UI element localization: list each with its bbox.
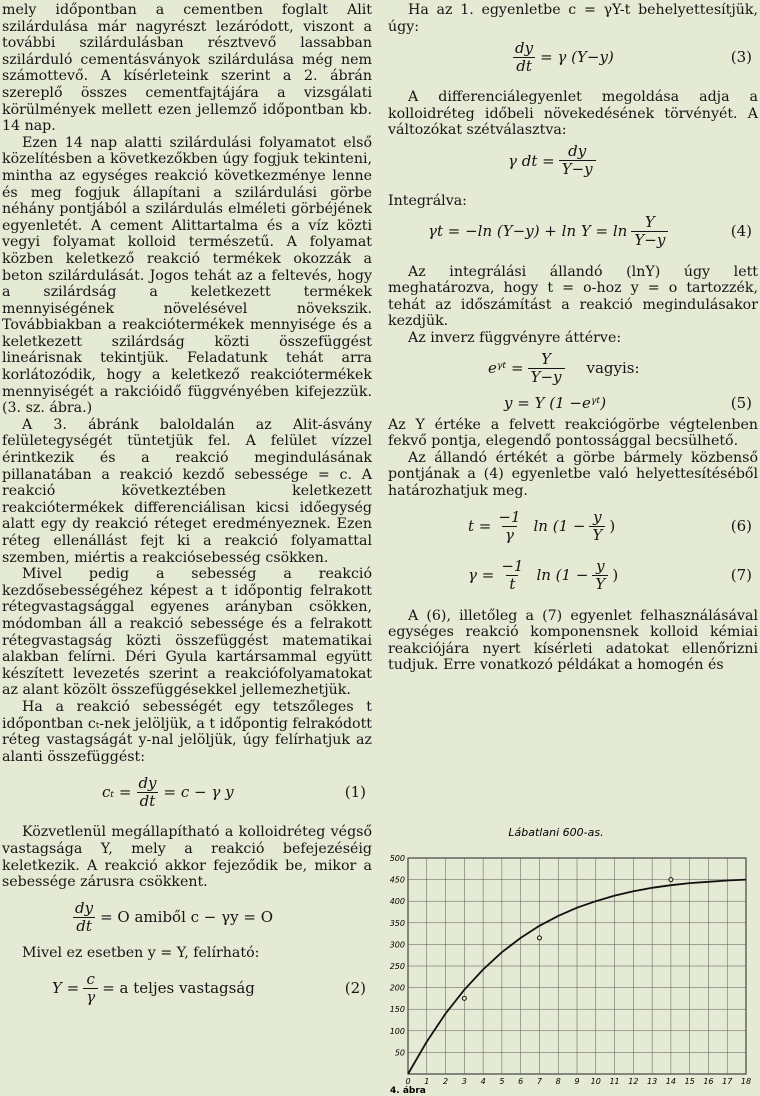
equation-b <box>2 896 372 940</box>
fraction: $\frac{dy}{dt}$ <box>515 38 534 75</box>
equation-number: (6) <box>730 517 752 536</box>
fraction: $\frac{y}{Y}$ <box>592 558 608 593</box>
equation-6 <box>388 505 758 549</box>
equation-lhs: Y = <box>52 978 80 997</box>
y-tick-label: 50 <box>394 1048 405 1058</box>
equation-rhs: vagyis: <box>586 359 640 378</box>
equation-c <box>388 139 758 183</box>
equation-mid: ln (1 − <box>536 566 589 585</box>
paragraph: Az Y értéke a felvett reakciógörbe végtelenben fekvő pontja, elegendő pontossággal becsülhető. <box>388 416 758 450</box>
paragraph: mely időpontban a cementben foglalt Alit szilárdulása már nagyrészt lezáródott, viszont a további szilárdulásban résztvevő lassabban szilárduló cementásványok szilárdulása még nem számottevő. A kísérleteink szerint a 2. ábrán szereplő összes cementfajtájára a vizsgálati körülmények mellett ezen jellemző időpontban kb. 14 nap. <box>2 2 372 135</box>
paragraph: Integrálva: <box>388 192 467 209</box>
data-point <box>537 936 541 940</box>
chart-grid <box>408 858 746 1074</box>
paragraph: Az integrálási állandó (lnY) úgy lett meghatározva, hogy t = o-hoz y = o tartozzék, tehát az időszámítást a reakció megindulásakor kezdjük. <box>388 263 758 330</box>
equation-lhs: γ = <box>468 566 495 585</box>
equation-lhs: γt = −ln (Y−y) + ln Y = ln <box>428 222 628 241</box>
fraction: $\frac{dy}{dt}$ <box>75 899 94 936</box>
y-tick-label: 500 <box>389 854 405 863</box>
fraction: $\frac{Y}{Y-y}$ <box>631 214 668 249</box>
equation-d <box>388 347 758 391</box>
equation-lhs: cₜ = <box>102 783 132 802</box>
paragraph: A differenciálegyenlet megoldása adja a kolloidréteg időbeli növekedésének törvényét. A változókat szétválasztva: <box>388 89 758 139</box>
fraction: $\frac{-1}{\gamma}$ <box>498 508 521 544</box>
y-tick-label: 400 <box>389 897 405 907</box>
equation-3 <box>388 35 758 79</box>
equation-expr: y = Y (1 −eᵞᵗ) <box>504 394 607 413</box>
equation-rhs: = O amiből c − γy = O <box>100 908 273 927</box>
fraction: $\frac{c}{\gamma}$ <box>83 971 98 1006</box>
x-tick-label: 7 <box>536 1077 542 1086</box>
equation-rhs: = a teljes vastagság <box>102 978 255 997</box>
paragraph: A 3. ábránk baloldalán az Alit-ásvány felületegységét tüntetjük fel. A felület vízzel érintkezik és a reakció megindulásának pillanatában a reakció kezdő sebessége = c. A reakció következtében keletkezett reakciótermékek differenciálisan kicsi időegység alatt egy dy reakció réteget eredményeznek. Ezen réteg ellenállást fejt ki a reakció folyamattal szemben, miértis a reakciósebesség csökken. <box>2 416 372 566</box>
x-tick-label: 5 <box>499 1077 505 1086</box>
y-tick-label: 100 <box>389 1026 405 1036</box>
paragraph: Az állandó értékét a görbe bármely közbenső pontjának a (4) egyenletbe való helyettesítéséből határozhatjuk meg. <box>388 449 758 499</box>
equation-1 <box>2 770 372 814</box>
fraction: $\frac{y}{Y}$ <box>589 509 605 544</box>
equation-lhs: eᵞᵗ = <box>488 359 524 378</box>
data-point <box>462 996 466 1000</box>
equation-number: (4) <box>730 222 752 241</box>
x-tick-label: 10 <box>590 1077 601 1086</box>
x-tick-label: 1 <box>424 1077 430 1086</box>
equation-4 <box>388 210 758 254</box>
fraction: $\frac{dy}{dt}$ <box>138 773 157 810</box>
x-tick-label: 15 <box>684 1077 695 1086</box>
x-tick-label: 14 <box>665 1077 676 1086</box>
fraction: $\frac{dy}{Y-y}$ <box>559 143 596 178</box>
paragraph: A (6), illetőleg a (7) egyenlet felhasználásával egységes reakció komponensnek kolloid kémiai reakciójára nyert kísérleti adatokat ellenőrizni tudjuk. Erre vonatkozó példákat a homogén és <box>388 607 758 674</box>
equation-end: ) <box>612 566 619 585</box>
x-tick-label: 0 <box>405 1077 411 1086</box>
equation-number: (5) <box>730 394 752 413</box>
equation-5 <box>388 391 758 417</box>
paragraph: Közvetlenül megállapítható a kolloidréteg végső vastagsága Y, mely a reakció befejezéséig keletkezik. A reakció akkor fejeződik be, mikor a sebessége zárusra csökkent. <box>2 824 372 891</box>
x-tick-label: 3 <box>461 1077 467 1086</box>
left-column <box>2 2 372 1010</box>
chart-ticks <box>390 854 751 1086</box>
x-tick-label: 8 <box>555 1077 561 1086</box>
equation-rhs: = c − γ y <box>163 783 234 802</box>
equation-7 <box>388 554 758 598</box>
y-tick-label: 200 <box>389 983 405 993</box>
paragraph: Az inverz függvényre áttérve: <box>408 329 622 346</box>
chart-title: Lábatlani 600-as. <box>508 826 604 839</box>
equation-mid: ln (1 − <box>533 517 586 536</box>
equation-number: (2) <box>344 978 366 997</box>
x-tick-label: 12 <box>628 1077 639 1086</box>
x-tick-label: 2 <box>443 1077 449 1086</box>
x-tick-label: 4 <box>480 1077 486 1086</box>
x-tick-label: 18 <box>740 1077 752 1086</box>
y-tick-label: 250 <box>389 962 405 971</box>
equation-lhs: γ dt = <box>508 151 555 170</box>
fraction: $\frac{-1}{t}$ <box>501 557 524 593</box>
equation-rhs: = γ (Y−y) <box>540 47 614 66</box>
line-chart <box>388 822 758 1096</box>
x-tick-label: 11 <box>609 1077 620 1086</box>
equation-number: (3) <box>730 47 752 66</box>
figure-caption: 4. ábra <box>390 1086 426 1096</box>
y-tick-label: 300 <box>389 940 405 950</box>
y-tick-label: 350 <box>389 918 405 928</box>
y-tick-label: 450 <box>389 875 405 885</box>
paragraph: Mivel pedig a sebesség a reakció kezdősebességéhez képest a t időpontig felrakott rétegvastagsággal egyenes arányban csökken, módomban áll a reakció sebessége és a felrakott rétegvastagság közti összefüggést matematikai alakban felírni. Déri Gyula kartársammal együtt készített levezetés szerint a reakciófolyamatokat az alant közölt összefüggésekkel jellemezhetjük. <box>2 566 372 699</box>
equation-number: (7) <box>730 566 752 585</box>
equation-end: ) <box>609 517 616 536</box>
paragraph: Mivel ez esetben y = Y, felírható: <box>22 944 260 961</box>
fraction: $\frac{Y}{Y-y}$ <box>528 351 565 386</box>
paragraph: Ha az 1. egyenletbe c = γY-t behelyettesítjük, úgy: <box>388 2 758 35</box>
x-tick-label: 16 <box>703 1077 714 1086</box>
x-tick-label: 9 <box>574 1077 580 1086</box>
right-column <box>388 2 758 674</box>
x-tick-label: 13 <box>647 1077 658 1086</box>
paragraph: Ha a reakció sebességét egy tetszőleges t időpontban cₜ-nek jelöljük, a t időpontig felrakódott réteg vastagságát y-nal jelöljük, úgy felírhatjuk az alanti összefüggést: <box>2 698 372 765</box>
equation-number: (1) <box>344 783 366 802</box>
equation-2 <box>2 966 372 1010</box>
x-tick-label: 17 <box>722 1077 733 1086</box>
equation-lhs: t = <box>468 517 492 536</box>
paragraph: Ezen 14 nap alatti szilárdulási folyamatot első közelítésben a következőkben úgy fogjuk tekinteni, mintha az egységes reakció következménye lenne és meg fogjuk állapítani a szilárdulási görbe néhány pontjából a szilárdulás elméleti görbéjének egyenletét. A cement Alittartalma és a víz közti vegyi folyamat kolloid természetű. A folyamat közben keletkező reakció termékek okozzák a beton szilárdulását. Jogos tehát az a feltevés, hogy a szilárdság a keletkezett termékek mennyiségének növelésével növekszik. Továbbiakban a reakciótermékek mennyisége és a keletkezett szilárdság közti összefüggést lineárisnak tekintjük. Feladatunk tehát arra korlátozódik, hogy a keletkező reakciótermékek mennyiségét a rakcióidő függvényében kifejezzük. (3. sz. ábra.) <box>2 134 372 417</box>
figure-4 <box>388 822 758 1096</box>
data-point <box>669 878 673 882</box>
y-tick-label: 150 <box>389 1005 405 1015</box>
x-tick-label: 6 <box>518 1077 524 1086</box>
